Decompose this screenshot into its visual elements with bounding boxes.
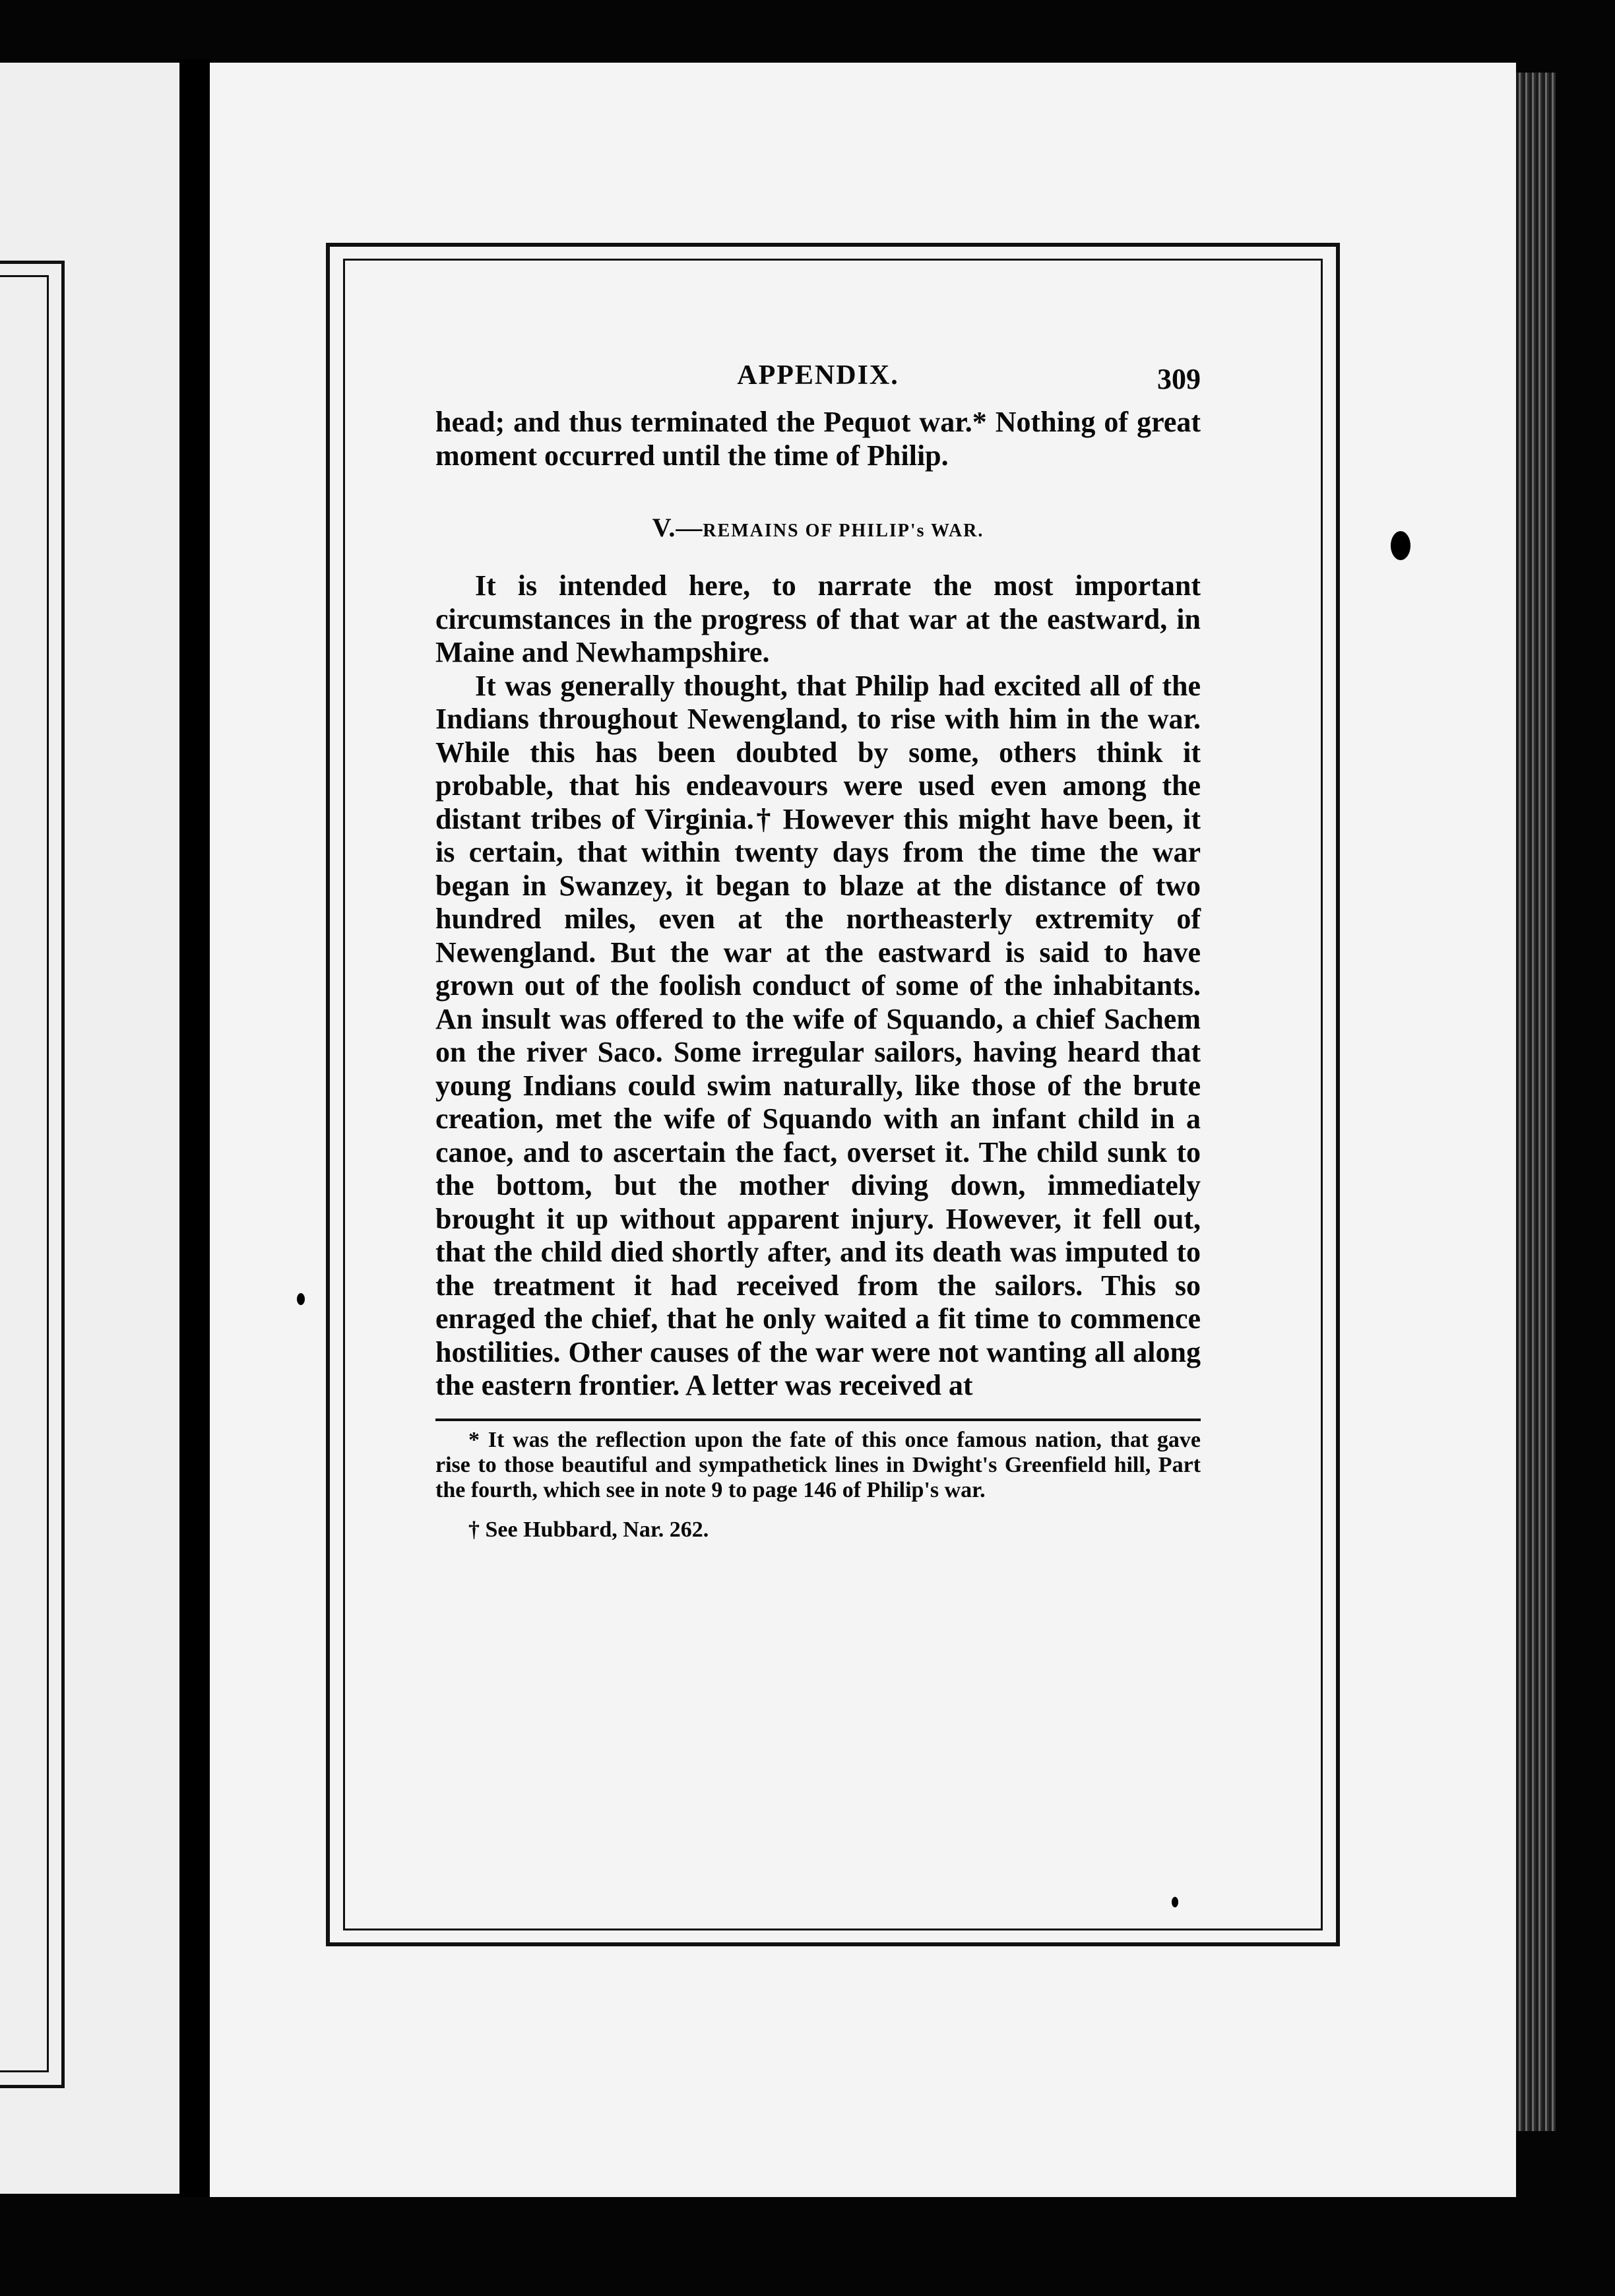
ink-spot [1391, 531, 1410, 560]
page-text [435, 360, 1201, 1543]
left-page-border-inner [0, 275, 49, 2072]
left-page [0, 63, 179, 2194]
page-edges [1516, 73, 1556, 2131]
footnote: * It was the reflection upon the fate of this once famous nation, that gave rise to those beautiful and sympathetick lines in Dwight's Greenfield hill, Part the fourth, which see in note 9 to page 146 of Philip's war. [435, 1427, 1201, 1502]
running-head [435, 360, 1201, 406]
footnote-rule [435, 1419, 1201, 1421]
section-number: V.— [652, 513, 703, 542]
page-number: 309 [1157, 363, 1201, 395]
running-title: APPENDIX. [737, 360, 899, 391]
section-heading [435, 512, 1201, 543]
footnote: † See Hubbard, Nar. 262. [468, 1517, 709, 1542]
section-title: REMAINS OF PHILIP's WAR. [703, 521, 984, 541]
book-gutter [179, 59, 211, 2197]
body-paragraph: It is intended here, to narrate the most important circumstances in the progress of that war at the eastward, in Maine and Newhampshire. [435, 569, 1201, 668]
ink-spot [297, 1293, 305, 1305]
opening-paragraph: head; and thus terminated the Pequot war.* Nothing of great moment occurred until the time of Philip. [435, 406, 1201, 472]
body-paragraph: It was generally thought, that Philip had excited all of the Indians throughout Newengland, to rise with him in the war. While this has been doubted by some, others think it probable, that his endeavours were used even among the distant tribes of Virginia.† However this might have been, it is certain, that within twenty days from the time the war began in Swanzey, it began to blaze at the distance of two hundred miles, even at the northeasterly extremity of Newengland. But the war at the eastward is said to have grown out of the foolish conduct of some of the inhabitants. An insult was offered to the wife of Squando, a chief Sachem on the river Saco. Some irregular sailors, having heard that young Indians could swim naturally, like those of the brute creation, met the wife of Squando with an infant child in a canoe, and to ascertain the fact, overset it. The child sunk to the bottom, but the mother diving down, immediately brought it up without apparent injury. However, it fell out, that the child died shortly after, and its death was imputed to the treatment it had received from the sailors. This so enraged the chief, that he only waited a fit time to commence hostilities. Other causes of the war were not wanting all along the eastern frontier. A letter was received at [435, 669, 1201, 1401]
ink-spot [1172, 1897, 1178, 1907]
